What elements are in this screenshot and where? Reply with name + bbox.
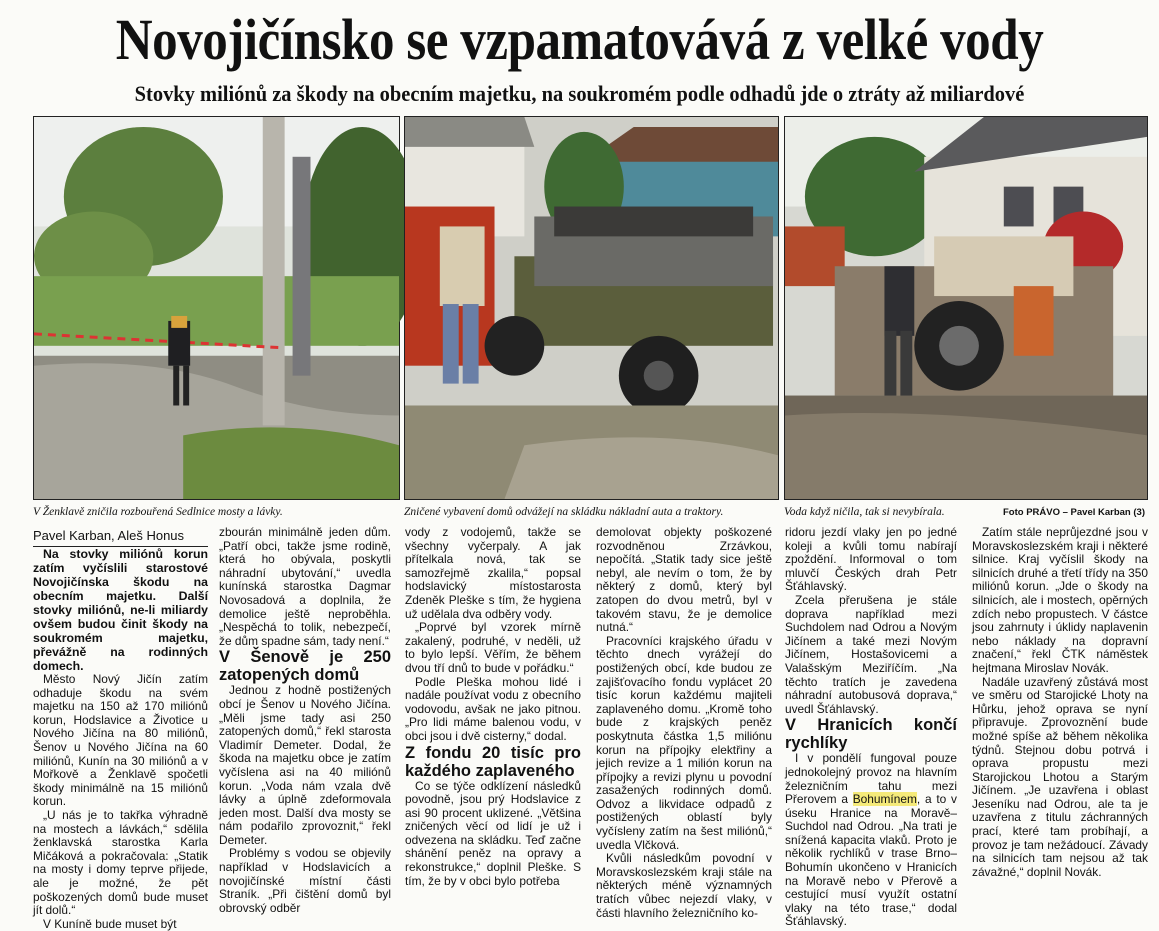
article-paragraph: „U nás je to takřka výhradně na mostech a lávkách,“ sdělila ženklavská starostka Karla Mičáková a pokračovala: „Statik na mosty i domy teprve přijede, ale je možné, že pět poškozených domů bude muset jít dolů.“ xyxy=(33,807,208,918)
article-paragraph: Problémy s vodou se objevily například v Hodslavicích a novojičínské místní části Straník. „Při čištění domů byl obrovský odběr xyxy=(219,846,391,915)
article-column-6 xyxy=(972,526,1148,915)
article-column-5 xyxy=(785,525,957,929)
article-paragraph: demolovat objekty poškozené rozvodněnou Zrzávkou, nepočítá. „Statik tady sice ještě nebyl, ale nevím o tom, že by některý z domů, který byl zatopen do dvou metrů, byl v takovém stavu, že je demolice nutná.“ xyxy=(596,525,772,635)
article-paragraph: Město Nový Jičín zatím odhaduje škodu na svém majetku na 150 až 170 miliónů korun, Hodslavice a Životice u Nového Jičína na 80 miliónů, Šenov u Nového Jičína na 60 miliónů, Kunín na 30 miliónů a v Mořkově a Ženklavě spočetli škody minimálně na 15 miliónů korun. xyxy=(33,672,208,809)
article-paragraph: „Poprvé byl vzorek mírně zakalený, podruhé, v neděli, už to bylo lepší. Věřím, že během dvou tří dnů to bude v pořádku.“ xyxy=(405,620,581,675)
photo-caption-1: V Ženklavě zničila rozbouřená Sedlnice mosty a lávky. xyxy=(33,506,283,518)
article-paragraph: vody z vodojemů, takže se všechny vyčerpaly. A jak přítelkala nová, tak se samozřejmě zkalila,“ popsal hodslavický místostarosta Zdeněk Pleške s tím, že hygiena už udělala dva odběry vody. xyxy=(405,525,581,621)
photo-tractor-removal xyxy=(404,116,779,500)
article-paragraph: V Kuníně bude muset být xyxy=(43,916,177,931)
article-paragraph: Jednou z hodně postižených obcí je Šenov u Nového Jičína. „Měli jsme tady asi 250 zatopených domů,“ řekl starosta Vladimír Demeter. Dodal, že škoda na majetku obce je zatím vyčíslena asi na 40 miliónů korun. „Voda nám vzala dvě lávky a úplně zdeformovala jeden most. Další dva mosty se nám podařilo zprovoznit,“ řekl Demeter. xyxy=(219,683,391,847)
photo-zenklava-flood xyxy=(33,116,400,500)
article-column-4 xyxy=(596,525,772,920)
article-column-2 xyxy=(219,526,391,915)
article-paragraph: ridoru jezdí vlaky jen po jedné koleji a kvůli tomu nabírají zpoždění. Informoval o tom mluvčí Českých drah Petr Šťáhlavský. xyxy=(785,525,957,594)
article-paragraph: Podle Pleška mohou lidé i nadále používat vodu z obecního vodovodu, avšak ne jako pitnou. „Pro lidi máme balenou vodu, v obci jsou i dvě cisterny,“ dodal. xyxy=(405,674,581,743)
article-paragraph: Kvůli následkům povodní v Moravskoslezském kraji stále na některých méně významných tratích vůbec nejezdí vlaky, v části hlavního železničního ko- xyxy=(596,851,772,920)
article-column-1 xyxy=(33,526,208,931)
highlighted-word: Bohumínem xyxy=(852,792,917,807)
section-heading-senov: V Šenově je 250 zatopených domů xyxy=(219,648,391,685)
article-paragraph: Zcela přerušena je stále doprava například mezi Suchdolem nad Odrou a Novým Jičínem a také mezi Novým Jičínem, Hostašovicemi a Valašským Meziříčím. „Na těchto tratích je zavedena náhradní autobusová doprava,“ uvedl Šťáhlavský. xyxy=(785,592,957,716)
article-paragraph: zbourán minimálně jeden dům. „Patří obci, takže jsme rodině, která ho obývala, poskytli náhradní ubytování,“ uvedla kunínská starostka Dagmar Novosadová a doplnila, že demolice ještě neproběhla. „Nespěchá to tolik, nebezpečí, že dům spadne sám, tady není.“ xyxy=(219,525,391,648)
photo-credit: Foto PRÁVO – Pavel Karban (3) xyxy=(1002,507,1145,518)
photo-caption-3: Voda když ničila, tak si nevybírala. xyxy=(784,506,945,518)
article-lead: Na stovky miliónů korun zatím vyčíslili starostové Novojičínska škodu na obecním majetku. Další stovky miliónů, ne-li miliardy ovšem budou činit škody na soukromém majetku, převážně na rodinných domech. xyxy=(33,547,208,673)
page-headline: Novojičínsko se vzpamatovává z velké vody xyxy=(115,7,1044,72)
article-column-3 xyxy=(405,526,581,915)
article-paragraph: Pracovníci krajského úřadu v těchto dnech vyrážejí do postižených obcí, kde budou ze zajišťovacího fondu vyplácet 20 tisíc korun každému majiteli zaplaveného domu. „Kromě toho bude z krajských peněz poskytnuta částka 1,5 miliónu korun na přípojky elektřiny a jejich revize a 1 milión korun na přípojky a revizi plynu u povodní zasažených rodinných domů. Odvoz a likvidace odpadů z postižených oblastí byly vyčísleny zatím na šest miliónů,“ uvedla Vlčková. xyxy=(596,633,772,852)
article-paragraph: Co se týče odklízení následků povodně, jsou prý Hodslavice z asi 90 procent uklizené. „Většina zničených věcí od lidí je už i odvezena na skládku. Teď začne shánění peněz na opravy a rekonstrukce,“ doplnil Pleške. S tím, že by v obci bylo potřeba xyxy=(405,778,581,888)
section-heading-hranice: V Hranicích končí rychlíky xyxy=(785,716,957,753)
section-heading-fond: Z fondu 20 tisíc pro každého zaplaveného xyxy=(405,743,581,780)
article-paragraph: Zatím stále neprůjezdné jsou v Moravskoslezském kraji i některé silnice. Kraj vyčíslil škody na silnicích druhé a třetí třídy na 350 miliónů korun. „Jde o škody na silnicích, ale i mostech, opěrných zdích nebo propustech. V částce jsou zahrnuty i úklidy naplavenin nebo náklady na dopravní značení,“ řekl ČTK náměstek hejtmana Miroslav Novák. xyxy=(972,525,1148,675)
article-authors: Pavel Karban, Aleš Honus xyxy=(33,526,208,547)
page-subheadline: Stovky miliónů za škody na obecním majetku, na soukromém podle odhadů jde o ztráty až miliardové xyxy=(134,81,1025,106)
article-paragraph: Nadále uzavřený zůstává most ve směru od Starojické Lhoty na Hůrku, jehož oprava se nyní připravuje. Zprovoznění bude možné spíše až během několika týdnů. Stejnou dobu potrvá i oprava propustu mezi Starojickou Lhotou a Starým Jičínem. „Je uzavřena i oblast Jeseníku nad Odrou, ale ta je uzavřena z titulu záchranných prací, které tam probíhají, a provoz je tam nežádoucí. Závady na silnicích tam nejsou až tak závažné,“ doplnil Novák. xyxy=(972,674,1148,879)
article-paragraph: I v pondělí fungoval pouze jednokolejný provoz na hlavním železničním tahu mezi Přerovem a Bohumínem, a to v úseku Hranice na Moravě–Suchdol nad Odrou. „Na trati je snížená kapacita vlaků. Proto je několik rychlíků v trase Brno–Bohumín ukončeno v Hranicích na Moravě nebo v Přerově a cestující musí využít ostatní vlaky na této trase,“ dodal Šťáhlavský. xyxy=(785,751,957,929)
photo-flood-debris xyxy=(784,116,1148,500)
photo-caption-2: Zničené vybavení domů odvážejí na skládku nákladní auta a traktory. xyxy=(404,506,724,518)
